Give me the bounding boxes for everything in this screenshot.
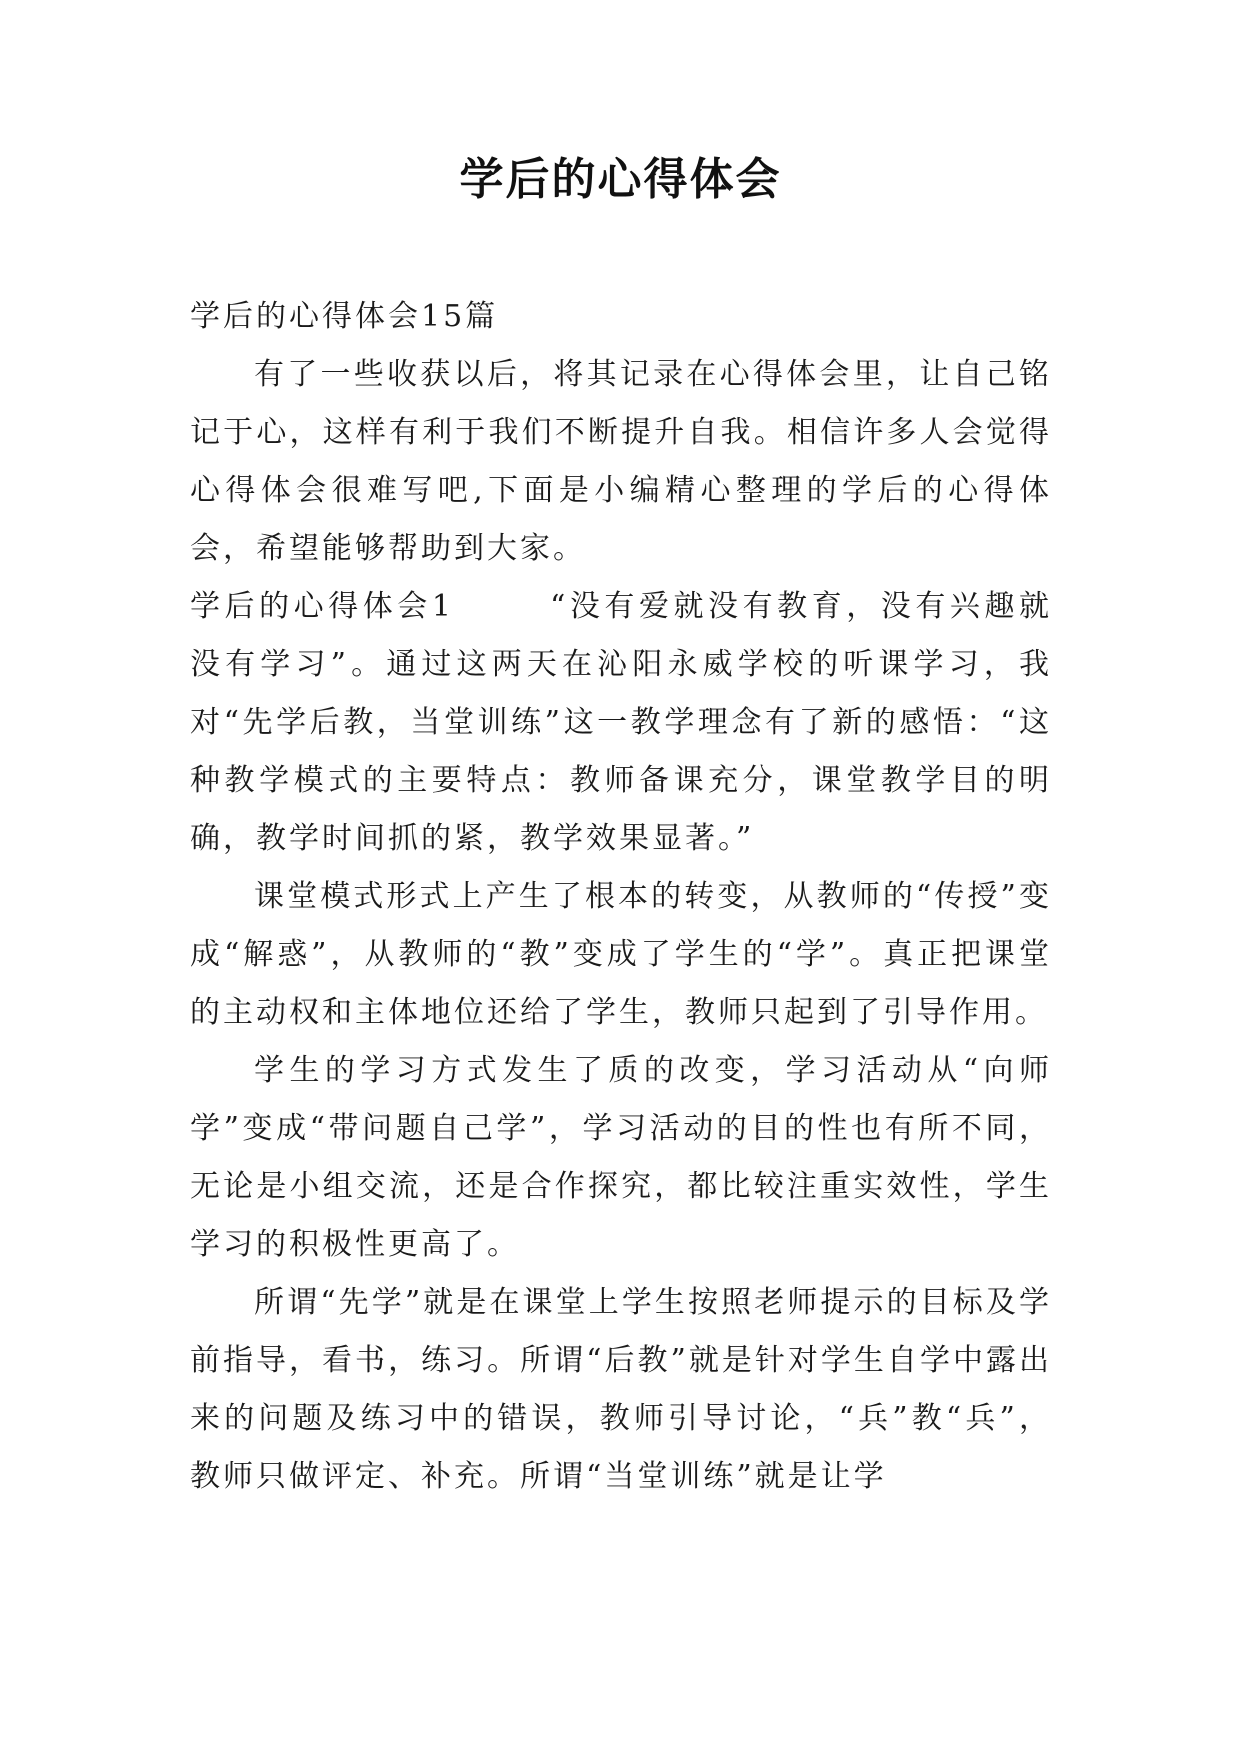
body-paragraph: 课堂模式形式上产生了根本的转变，从教师的“传授”变成“解惑”，从教师的“教”变成了学生的“学”。真正把课堂的主动权和主体地位还给了学生，教师只起到了引导作用。 <box>190 879 1052 1030</box>
document-title: 学后的心得体会 <box>459 154 782 205</box>
document-subtitle: 学后的心得体会15篇 <box>190 299 499 334</box>
section-1-paragraph <box>190 578 1052 868</box>
document-body <box>190 288 1052 1506</box>
section-1-text: “没有爱就没有教育，没有兴趣就没有学习”。通过这两天在沁阳永威学校的听课学习，我对“先学后教，当堂训练”这一教学理念有了新的感悟：“这种教学模式的主要特点：教师备课充分，课堂教学目的明确，教学时间抓的紧，教学效果显著。” <box>190 589 1052 856</box>
body-paragraph: 学生的学习方式发生了质的改变，学习活动从“向师学”变成“带问题自己学”，学习活动的目的性也有所不同，无论是小组交流，还是合作探究，都比较注重实效性，学生学习的积极性更高了。 <box>190 1053 1052 1262</box>
section-1-heading: 学后的心得体会1 <box>190 589 454 624</box>
intro-paragraph: 有了一些收获以后，将其记录在心得体会里，让自己铭记于心，这样有利于我们不断提升自我。相信许多人会觉得心得体会很难写吧,下面是小编精心整理的学后的心得体会，希望能够帮助到大家。 <box>190 357 1052 566</box>
body-paragraph: 所谓“先学”就是在课堂上学生按照老师提示的目标及学前指导，看书，练习。所谓“后教”就是针对学生自学中露出来的问题及练习中的错误，教师引导讨论，“兵”教“兵”，教师只做评定、补充。所谓“当堂训练”就是让学 <box>190 1285 1052 1494</box>
